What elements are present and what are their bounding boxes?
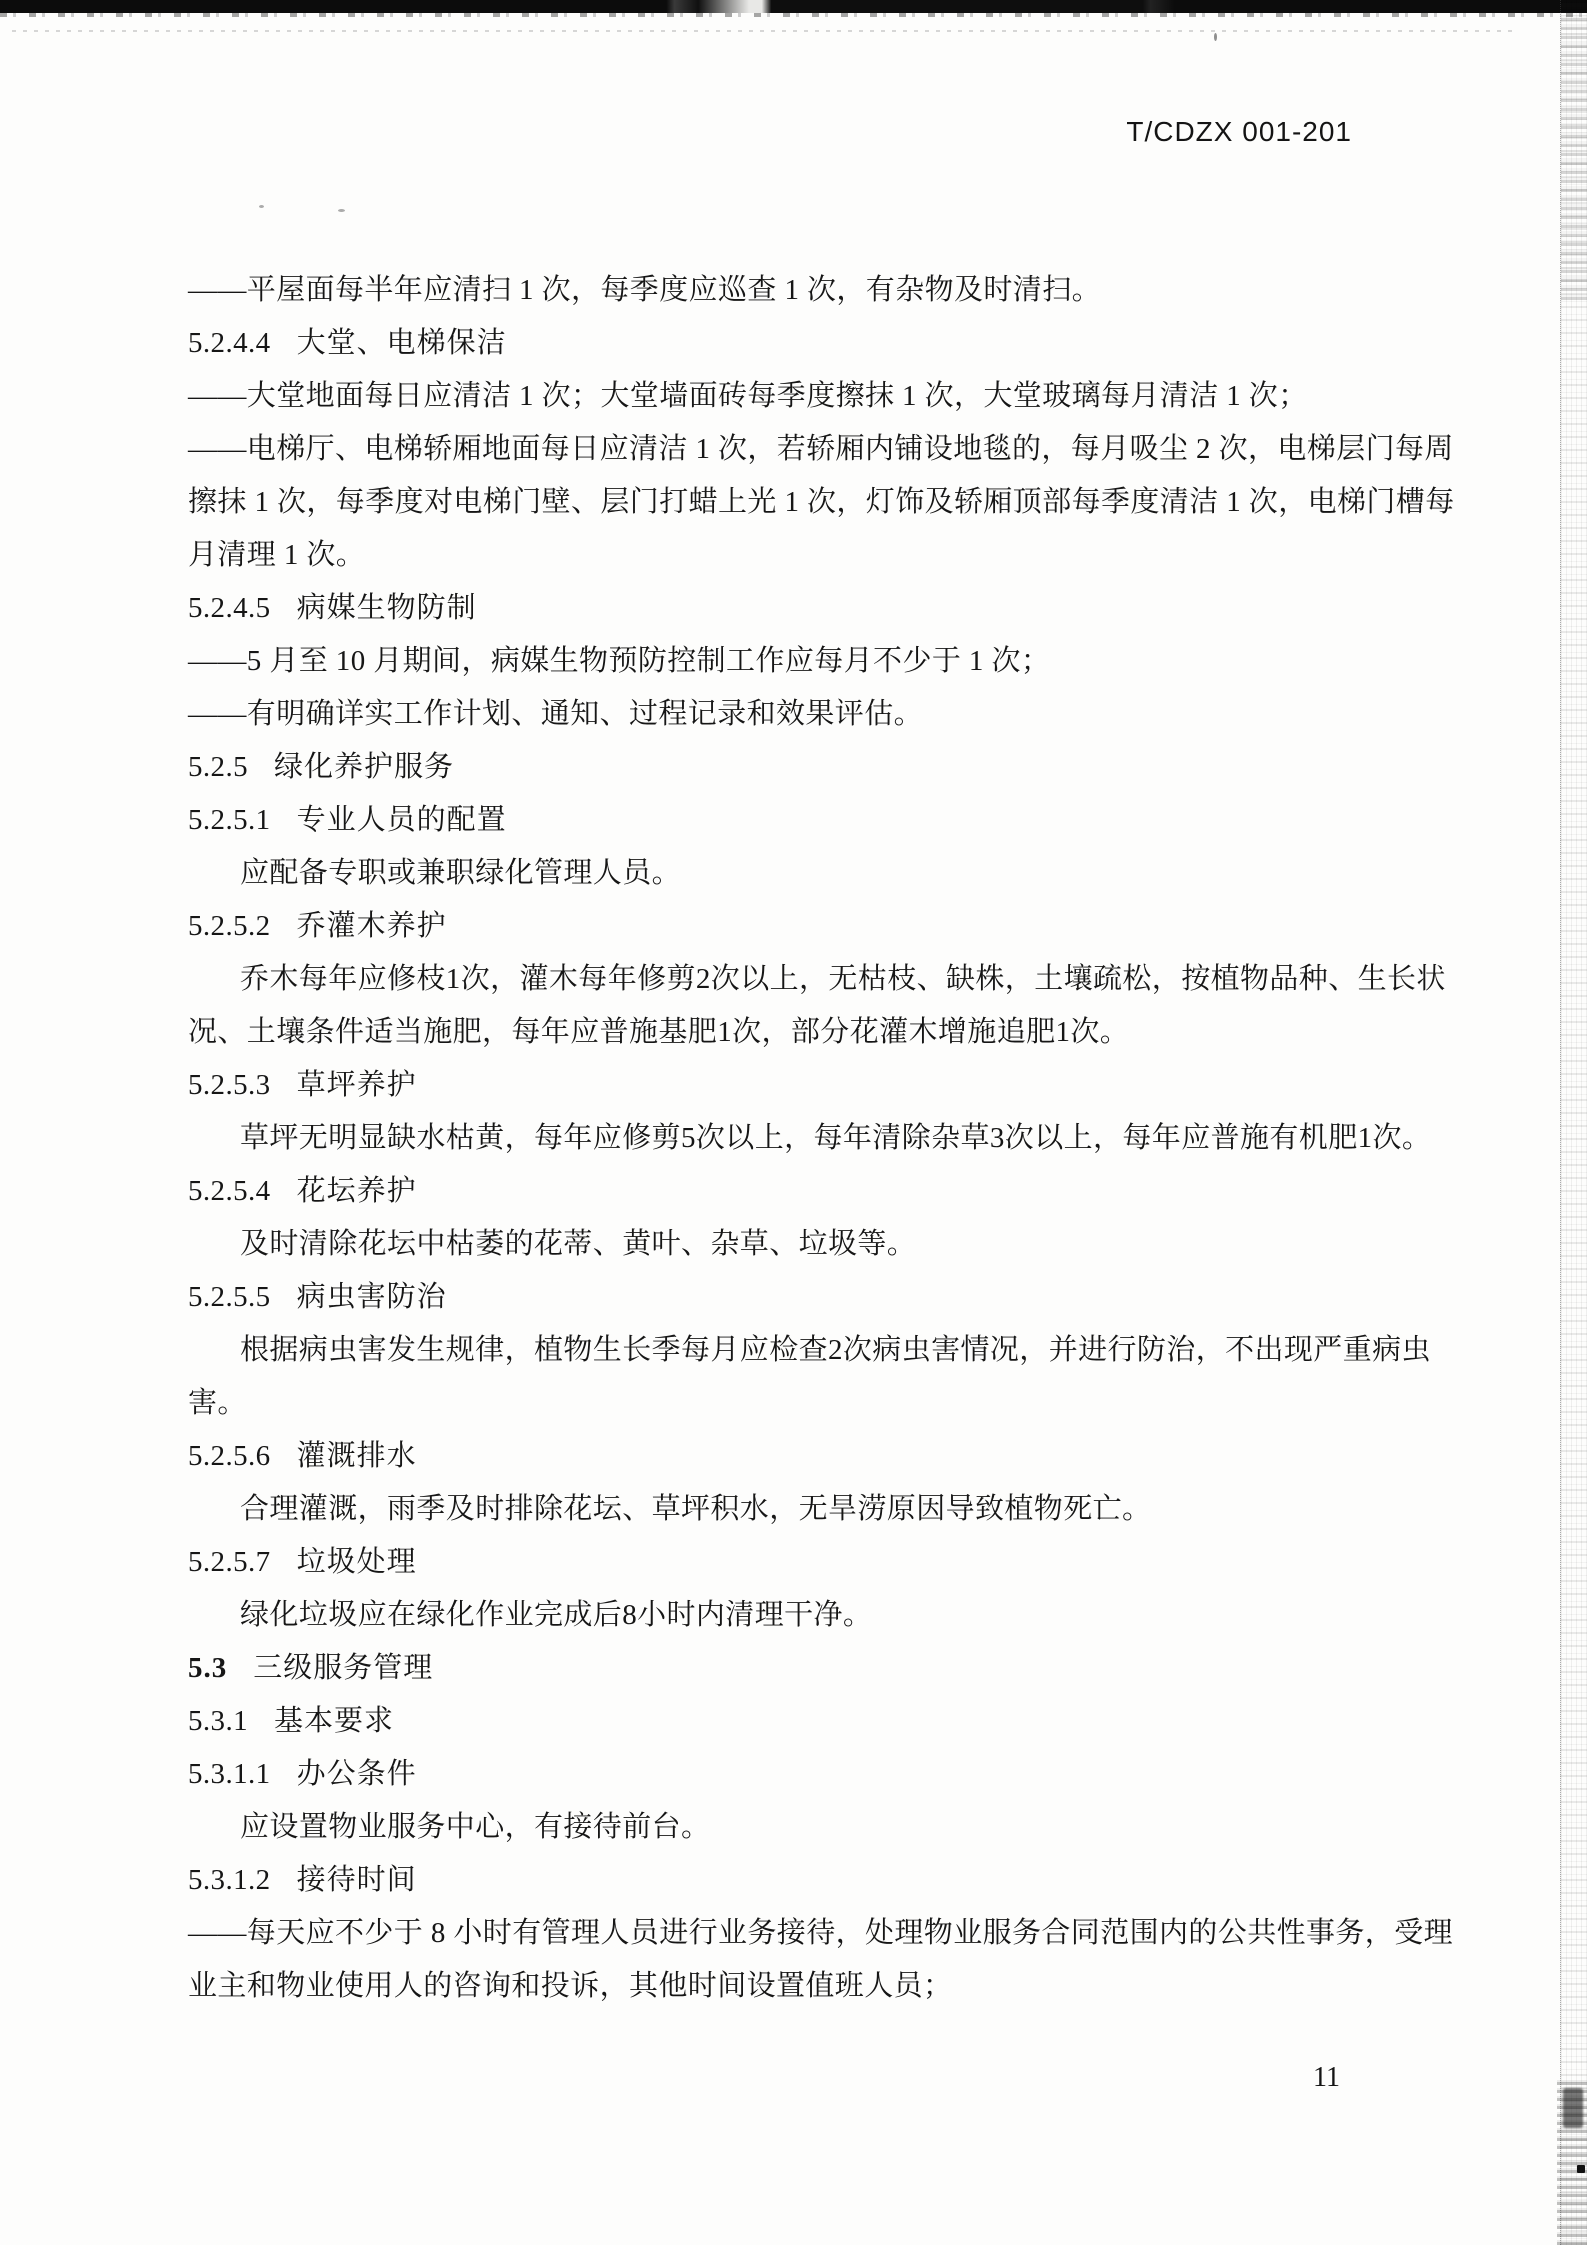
scan-artifact-speck: [1214, 33, 1217, 41]
clause-title: 病媒生物防制: [296, 592, 477, 624]
page-number: 11: [1313, 2062, 1340, 2093]
clause-heading: [188, 900, 1463, 953]
paragraph-line: 乔木每年应修枝1次，灌木每年修剪2次以上，无枯枝、缺株，土壤疏松，按植物品种、生长状: [240, 963, 1446, 995]
clause-title: 草坪养护: [296, 1069, 417, 1101]
clause-heading: [188, 1430, 1463, 1483]
dash-list-item: ——每天应不少于 8 小时有管理人员进行业务接待，处理物业服务合同范围内的公共性事务，受理: [188, 1917, 1454, 1949]
clause-number: 5.2.5.6: [188, 1440, 271, 1472]
clause-title: 绿化养护服务: [274, 751, 455, 783]
paragraph-line: 应配备专职或兼职绿化管理人员。: [240, 857, 682, 889]
clause-title: 灌溉排水: [296, 1440, 417, 1472]
clause-number: 5.3.1.1: [188, 1758, 271, 1790]
dash-list-item: ——平屋面每半年应清扫 1 次，每季度应巡查 1 次，有杂物及时清扫。: [188, 274, 1102, 306]
clause-number: 5.3.1: [188, 1705, 248, 1737]
paragraph-line: 草坪无明显缺水枯黄，每年应修剪5次以上，每年清除杂草3次以上，每年应普施有机肥1次。: [240, 1122, 1432, 1154]
paragraph-line: 绿化垃圾应在绿化作业完成后8小时内清理干净。: [240, 1599, 873, 1631]
paragraph-line: 月清理 1 次。: [188, 539, 366, 571]
clause-title: 办公条件: [296, 1758, 417, 1790]
paragraph-line: 擦抹 1 次，每季度对电梯门壁、层门打蜡上光 1 次，灯饰及轿厢顶部每季度清洁 1 次，电梯门槽每: [188, 486, 1455, 518]
clause-title: 接待时间: [296, 1864, 417, 1896]
paragraph-line: 及时清除花坛中枯萎的花蒂、黄叶、杂草、垃圾等。: [240, 1228, 917, 1260]
scan-artifact-speck: [338, 209, 345, 212]
scan-artifact-ink-dot: [1577, 2165, 1585, 2173]
clause-title: 大堂、电梯保洁: [296, 327, 507, 359]
clause-number: 5.3: [188, 1652, 228, 1684]
clause-number: 5.2.5.4: [188, 1175, 271, 1207]
clause-number: 5.2.5.1: [188, 804, 271, 836]
clause-title: 基本要求: [274, 1705, 395, 1737]
clause-heading: [188, 1165, 1463, 1218]
paragraph-line: 业主和物业使用人的咨询和投诉，其他时间设置值班人员；: [188, 1970, 953, 2002]
clause-number: 5.2.5.3: [188, 1069, 271, 1101]
clause-heading: [188, 317, 1463, 370]
clause-heading: [188, 1536, 1463, 1589]
clause-number: 5.2.5.5: [188, 1281, 271, 1313]
clause-number: 5.2.4.4: [188, 327, 271, 359]
paragraph-line: 根据病虫害发生规律，植物生长季每月应检查2次病虫害情况，并进行防治，不出现严重病虫: [240, 1334, 1431, 1366]
scan-artifact-right-edge: [1560, 0, 1587, 2245]
scan-artifact-right-edge-top: [1561, 0, 1587, 300]
clause-heading: [188, 582, 1463, 635]
clause-title: 乔灌木养护: [296, 910, 447, 942]
clause-number: 5.2.5: [188, 751, 248, 783]
clause-number: 5.3.1.2: [188, 1864, 271, 1896]
clause-heading: [188, 1854, 1463, 1907]
clause-heading: [188, 1748, 1463, 1801]
clause-title: 专业人员的配置: [296, 804, 507, 836]
clause-title: 花坛养护: [296, 1175, 417, 1207]
paragraph-line: 害。: [188, 1387, 247, 1419]
clause-number: 5.2.4.5: [188, 592, 271, 624]
clause-number: 5.2.5.7: [188, 1546, 271, 1578]
scan-artifact-speck: [259, 205, 264, 208]
dash-list-item: ——5 月至 10 月期间，病媒生物预防控制工作应每月不少于 1 次；: [188, 645, 1051, 677]
dash-list-item: ——电梯厅、电梯轿厢地面每日应清洁 1 次，若轿厢内铺设地毯的，每月吸尘 2 次，电梯层门每周: [188, 433, 1454, 465]
paragraph-line: 合理灌溉，雨季及时排除花坛、草坪积水，无旱涝原因导致植物死亡。: [240, 1493, 1152, 1525]
scan-artifact-top-edge: [0, 0, 1587, 13]
clause-number: 5.2.5.2: [188, 910, 271, 942]
clause-heading: [188, 794, 1463, 847]
clause-heading: [188, 741, 1463, 794]
scan-artifact-right-blob: [1563, 2088, 1583, 2128]
scan-artifact-top-fray: [0, 13, 1587, 17]
clause-title: 垃圾处理: [296, 1546, 417, 1578]
scan-artifact-top-dotted-line: [12, 30, 1512, 32]
dash-list-item: ——有明确详实工作计划、通知、过程记录和效果评估。: [188, 698, 924, 730]
document-body: [188, 264, 1463, 2013]
clause-title: 三级服务管理: [253, 1652, 434, 1684]
paragraph-line: 况、土壤条件适当施肥，每年应普施基肥1次，部分花灌木增施追肥1次。: [188, 1016, 1130, 1048]
paragraph-line: 应设置物业服务中心，有接待前台。: [240, 1811, 711, 1843]
standard-code-header: T/CDZX 001-201: [1126, 116, 1352, 147]
clause-heading: [188, 1271, 1463, 1324]
clause-heading: [188, 1059, 1463, 1112]
dash-list-item: ——大堂地面每日应清洁 1 次；大堂墙面砖每季度擦抹 1 次，大堂玻璃每月清洁 1 次；: [188, 380, 1308, 412]
clause-heading: [188, 1695, 1463, 1748]
clause-heading: [188, 1642, 1463, 1695]
clause-title: 病虫害防治: [296, 1281, 447, 1313]
